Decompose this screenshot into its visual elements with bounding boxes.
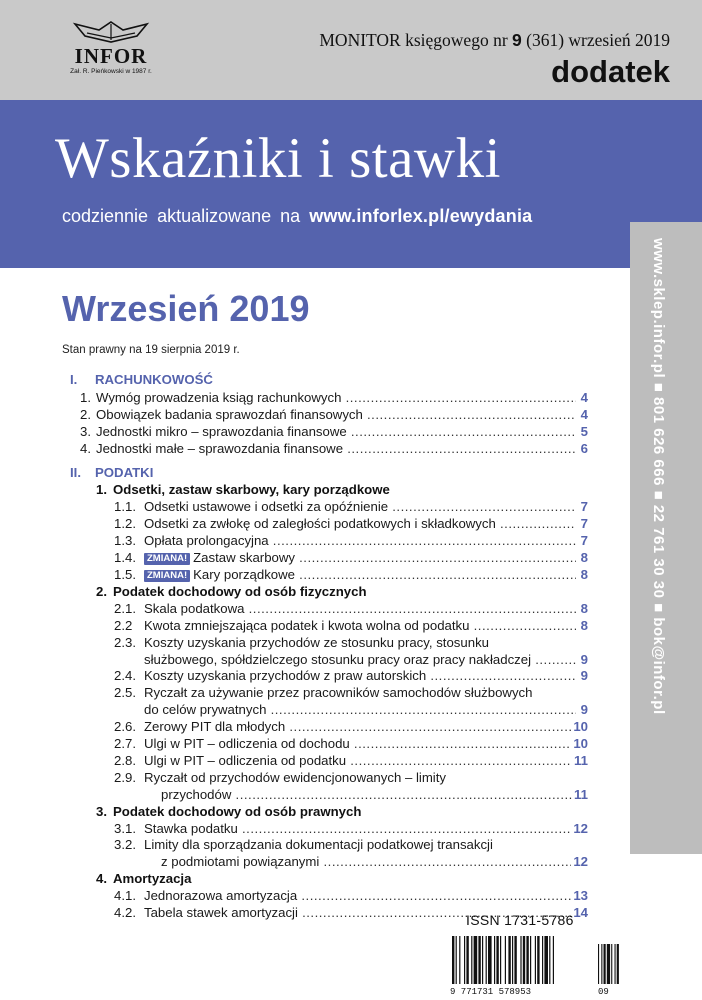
page-number: 9 [580,651,588,667]
page-number: 7 [580,516,588,532]
issue-line [319,30,670,51]
item-label: do celów prywatnych ..... [144,702,576,719]
page-number: 14 [573,905,588,921]
item-number: 1.3. [114,533,136,549]
item-number: 2.4. [114,668,136,684]
page-number: 8 [580,617,588,633]
logo-wings-icon [67,20,155,46]
item-label: Ryczałt od przychodów ewidencjonowanych – limity [144,769,446,785]
subsection-number: 3. [96,803,107,819]
page-number: 4 [580,406,588,422]
issue-nr-label: nr [493,30,508,50]
toc-item [62,719,588,736]
item-label [144,550,576,567]
item-number: 1.1. [114,499,136,515]
toc-subsection [62,584,588,601]
issn-label: ISSN 1731-5786 [466,912,574,928]
logo-founded: Zał. R. Pieńkowski w 1987 r. [70,68,152,75]
barcode-addon: 09 [598,987,609,996]
item-label-text: Zastaw skarbowy [193,550,295,566]
barcode-digits: 9 771731 578953 [450,987,532,996]
toc-item [62,821,588,838]
item-label: Koszty uzyskania przychodów ze stosunku pracy, stosunku [144,634,489,650]
item-label: z podmiotami powiązanymi ..... [161,854,571,871]
page-number: 8 [580,600,588,616]
change-badge: ZMIANA! [144,553,190,565]
item-number: 2. [80,406,91,422]
toc-item [62,499,588,516]
item-label: Odsetki ustawowe i odsetki za opóźnienie ..... [144,499,576,516]
subsection-title: Podatek dochodowy od osób prawnych [113,803,362,819]
toc-section-podatki [62,465,588,482]
magazine-name: MONITOR księgowego [319,30,489,50]
toc-item [62,736,588,753]
toc-item [62,888,588,905]
legal-state: Stan prawny na 19 sierpnia 2019 r. [62,344,240,356]
logo-name: INFOR [74,44,148,68]
page-number: 11 [574,752,588,768]
item-label: Jednostki mikro – sprawozdania finansowe ..... [96,424,576,441]
page-number: 10 [573,736,588,752]
toc-subsection [62,804,588,821]
section-title: PODATKI [95,464,154,480]
item-label: Zerowy PIT dla młodych ..... [144,719,571,736]
tagline-url: www.inforlex.pl/ewydania [309,206,533,226]
toc-item [62,550,588,567]
item-number: 3.1. [114,820,136,836]
subsection-title: Amortyzacja [113,871,192,887]
page-number: 12 [573,854,588,870]
side-contact: www.sklep.infor.pl ■ 801 626 666 ■ 22 761 30 30 ■ bok@infor.pl [650,238,667,715]
item-number: 2.7. [114,736,136,752]
page-number: 7 [580,499,588,515]
toc-item [62,601,588,618]
page-number: 8 [580,566,588,582]
barcode-bars [452,936,619,984]
issue-number: 9 [512,30,522,50]
toc-subsection [62,482,588,499]
item-label-text: Kary porządkowe [193,566,295,582]
item-label: Koszty uzyskania przychodów z praw autorskich ..... [144,668,576,685]
section-number: II. [70,464,81,480]
supplement-label: dodatek [551,54,670,89]
page-number: 9 [580,668,588,684]
item-number: 2.5. [114,685,136,701]
item-label: Limity dla sporządzania dokumentacji podatkowej transakcji [144,837,493,853]
toc-item-continuation [62,854,588,871]
page-number: 9 [580,702,588,718]
item-label: służbowego, spółdzielczego stosunku pracy oraz pracy nakładczej ..... [144,652,576,669]
item-label: Opłata prolongacyjna ..... [144,533,576,550]
item-label: Ulgi w PIT – odliczenia od podatku ..... [144,753,572,770]
toc-item [62,770,588,787]
toc-subsection [62,871,588,888]
toc-item [62,390,588,407]
item-label: Odsetki za zwłokę od zaległości podatkowych i składkowych ..... [144,516,576,533]
item-label: Ulgi w PIT – odliczenia od dochodu ..... [144,736,571,753]
item-label [144,567,576,584]
item-label: Obowiązek badania sprawozdań finansowych ..... [96,407,576,424]
toc-item [62,685,588,702]
item-number: 4.2. [114,905,136,921]
issue-serial: (361) [526,30,565,50]
item-label: Jednorazowa amortyzacja ..... [144,888,571,905]
table-of-contents [62,372,588,922]
item-label: Skala podatkowa ..... [144,601,576,618]
toc-item [62,533,588,550]
item-number: 3. [80,423,91,439]
page-number: 6 [580,440,588,456]
page-number: 10 [573,719,588,735]
infor-logo [55,20,167,78]
item-number: 3.2. [114,837,136,853]
tagline [62,206,532,227]
toc-item [62,635,588,652]
subsection-title: Odsetki, zastaw skarbowy, kary porządkowe [113,482,390,498]
toc-item [62,668,588,685]
edition-month: Wrzesień 2019 [62,288,310,329]
item-label: Wymóg prowadzenia ksiąg rachunkowych ..... [96,390,576,407]
item-number: 4.1. [114,888,136,904]
toc-item [62,407,588,424]
page-number: 8 [580,550,588,566]
item-number: 2.1. [114,600,136,616]
item-number: 1.5. [114,566,136,582]
toc-item-continuation [62,702,588,719]
item-number: 1.4. [114,550,136,566]
toc-section-rachunkowosc [62,372,588,389]
page-number: 11 [574,786,588,802]
item-label: Tabela stawek amortyzacji ..... [144,905,571,922]
page-number: 13 [573,888,588,904]
item-number: 2.9. [114,769,136,785]
page-number: 4 [580,389,588,405]
item-number: 4. [80,440,91,456]
toc-item [62,567,588,584]
item-label: Jednostki małe – sprawozdania finansowe ..... [96,441,576,458]
subsection-number: 1. [96,482,107,498]
page-number: 12 [573,820,588,836]
subsection-number: 4. [96,871,107,887]
item-number: 1. [80,389,91,405]
item-number: 2.3. [114,634,136,650]
toc-item [62,618,588,635]
item-label: Stawka podatku ..... [144,821,571,838]
item-label: Kwota zmniejszająca podatek i kwota wolna od podatku ..... [144,618,576,635]
section-number: I. [70,372,78,387]
item-label: Ryczałt za używanie przez pracowników samochodów służbowych [144,685,533,701]
subsection-title: Podatek dochodowy od osób fizycznych [113,583,367,599]
section-title: RACHUNKOWOŚĆ [95,372,213,387]
issue-date: wrzesień 2019 [568,30,670,50]
toc-item [62,441,588,458]
item-number: 2.6. [114,719,136,735]
page-title: Wskaźniki i stawki [55,127,501,190]
item-number: 2.2 [114,617,133,633]
tagline-text: codziennie aktualizowane na [62,206,301,226]
item-label: przychodów ..... [161,787,572,804]
page-number: 5 [580,423,588,439]
toc-item-continuation [62,787,588,804]
change-badge: ZMIANA! [144,570,190,582]
subsection-number: 2. [96,583,107,599]
item-number: 2.8. [114,752,136,768]
toc-item [62,837,588,854]
item-number: 1.2. [114,516,136,532]
toc-item [62,753,588,770]
toc-item-continuation [62,652,588,669]
barcode-icon [446,934,624,996]
page-number: 7 [580,533,588,549]
toc-item [62,424,588,441]
toc-item [62,516,588,533]
